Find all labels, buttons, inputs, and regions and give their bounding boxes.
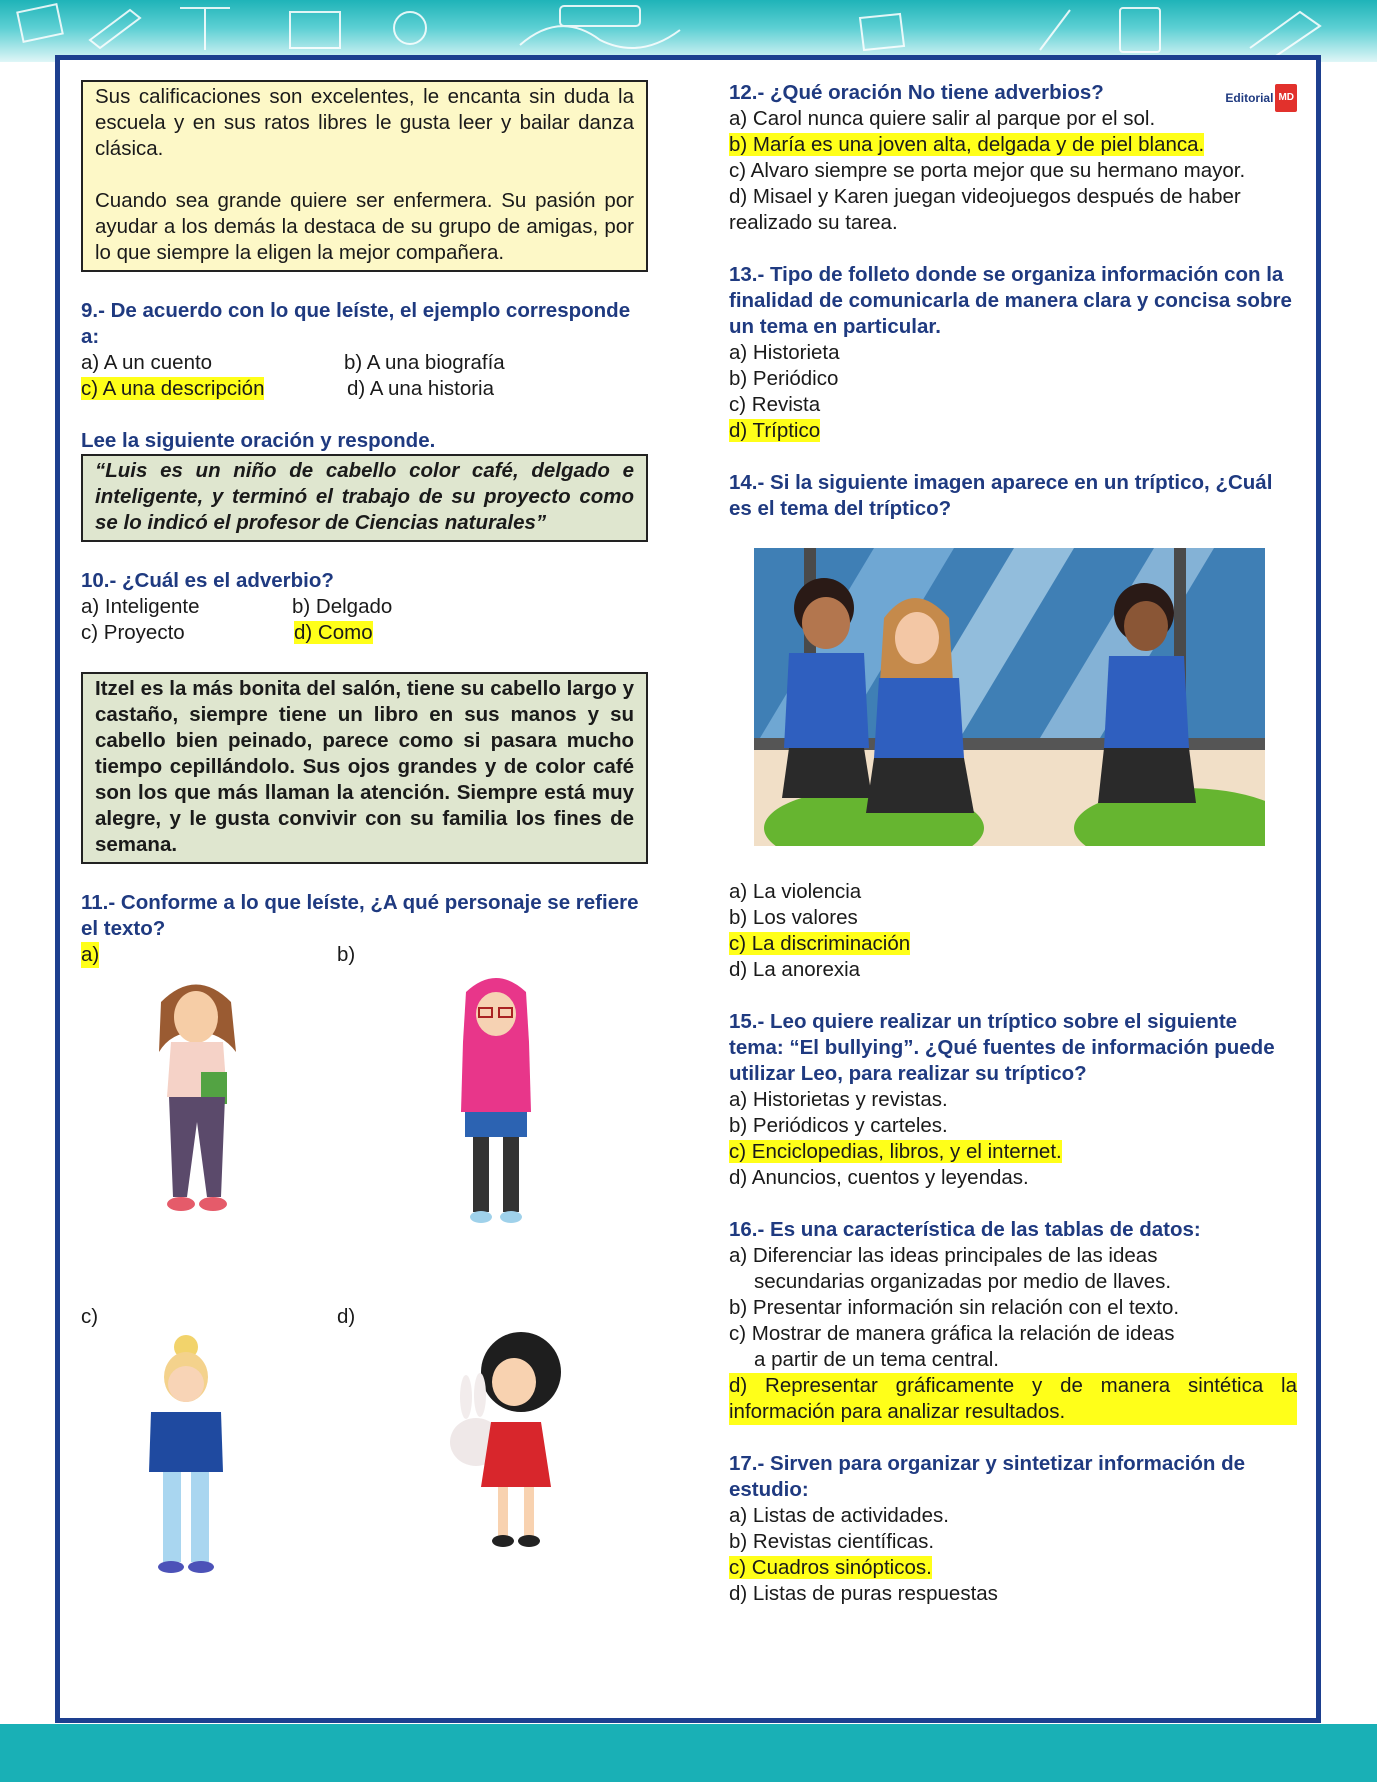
q15-option-a: a) Historietas y revistas. [729, 1088, 948, 1111]
q9-option-a: a) A un cuento [81, 351, 213, 374]
q10-option-c: c) Proyecto [81, 621, 185, 644]
logo-mark: MD [1275, 84, 1297, 112]
q12-option-a: a) Carol nunca quiere salir al parque por el sol. [729, 107, 1156, 130]
q10-option-b: b) Delgado [292, 595, 393, 618]
q12-option-b-answer: b) María es una joven alta, delgada y de piel blanca. [729, 133, 1205, 156]
question-12: 12.- ¿Qué oración No tiene adverbios? [729, 81, 1104, 104]
right-column [729, 80, 1297, 1607]
quote-box [81, 454, 648, 542]
q17-option-b: b) Revistas científicas. [729, 1530, 935, 1553]
question-13: 13.- Tipo de folleto donde se organiza información con la finalidad de comunicarla de manera clara y concisa sobre un tema en particular. [729, 263, 1292, 338]
header-decorative-band [0, 0, 1377, 62]
passage-1-paragraph-1: Sus calificaciones son excelentes, le encanta sin duda la escuela y en sus ratos libres le gusta leer y bailar danza clásica. [95, 85, 634, 160]
question-14: 14.- Si la siguiente imagen aparece en un tríptico, ¿Cuál es el tema del tríptico? [729, 471, 1273, 520]
character-options [81, 942, 648, 1572]
q13-option-c: c) Revista [729, 393, 821, 416]
q16-option-a-line2: secundarias organizadas por medio de llaves. [754, 1270, 1172, 1293]
q14-option-d: d) La anorexia [729, 958, 861, 981]
question-9: 9.- De acuerdo con lo que leíste, el ejemplo corresponde a: [81, 299, 631, 348]
footer-decorative-band [0, 1724, 1377, 1782]
q16-option-d-answer: d) Representar gráficamente y de manera sintética la información para analizar resultados. [729, 1374, 1297, 1423]
q16-option-c-line1: c) Mostrar de manera gráfica la relación de ideas [729, 1322, 1175, 1345]
passage-1-paragraph-2: Cuando sea grande quiere ser enfermera. Su pasión por ayudar a los demás la destaca de su grupo de amigas, por lo que siempre la eligen la mejor compañera. [95, 189, 634, 264]
blonde-girl-illustration [141, 1332, 231, 1582]
q14-option-b: b) Los valores [729, 906, 858, 929]
q13-option-a: a) Historieta [729, 341, 840, 364]
q14-option-a: a) La violencia [729, 880, 862, 903]
q15-option-c-answer: c) Enciclopedias, libros, y el internet. [729, 1140, 1062, 1163]
q13-option-b: b) Periódico [729, 367, 839, 390]
girl-with-rabbit-illustration [436, 1327, 586, 1557]
instruction-text: Lee la siguiente oración y responde. [81, 429, 436, 452]
left-column [81, 80, 648, 1572]
q16-option-c-line2: a partir de un tema central. [754, 1348, 999, 1371]
q16-option-a-line1: a) Diferenciar las ideas principales de las ideas [729, 1244, 1158, 1267]
q11-option-a-answer: a) [81, 943, 100, 966]
q11-option-d: d) [337, 1305, 356, 1328]
q17-option-a: a) Listas de actividades. [729, 1504, 949, 1527]
bullying-scene-illustration [754, 548, 1265, 846]
q9-option-b: b) A una biografía [344, 351, 505, 374]
q17-option-d: d) Listas de puras respuestas [729, 1582, 998, 1605]
question-16: 16.- Es una característica de las tablas de datos: [729, 1218, 1201, 1241]
q14-option-c-answer: c) La discriminación [729, 932, 911, 955]
logo-text: Editorial [1225, 91, 1274, 105]
q9-option-c-answer: c) A una descripción [81, 377, 265, 400]
q16-option-b: b) Presentar información sin relación con el texto. [729, 1296, 1180, 1319]
q11-option-b: b) [337, 943, 356, 966]
quote-text: “Luis es un niño de cabello color café, delgado e inteligente, y terminó el trabajo de su proyecto como se lo indicó el profesor de Ciencias naturales” [95, 459, 634, 534]
question-10: 10.- ¿Cuál es el adverbio? [81, 569, 334, 592]
reading-passage-1 [81, 80, 648, 272]
editorial-logo [1225, 84, 1297, 112]
q15-option-d: d) Anuncios, cuentos y leyendas. [729, 1166, 1029, 1189]
q10-option-a: a) Inteligente [81, 595, 200, 618]
q12-option-d: d) Misael y Karen juegan videojuegos después de haber realizado su tarea. [729, 185, 1241, 234]
q17-option-c-answer: c) Cuadros sinópticos. [729, 1556, 932, 1579]
q12-option-c: c) Alvaro siempre se porta mejor que su hermano mayor. [729, 159, 1246, 182]
q11-option-c: c) [81, 1305, 99, 1328]
girl-with-book-illustration [141, 972, 251, 1232]
reading-passage-2 [81, 672, 648, 864]
question-17: 17.- Sirven para organizar y sintetizar información de estudio: [729, 1452, 1246, 1501]
q10-option-d-answer: d) Como [294, 621, 373, 644]
school-doodles-icon [0, 0, 1377, 62]
q13-option-d-answer: d) Tríptico [729, 419, 821, 442]
girl-pink-hoodie-illustration [451, 972, 541, 1232]
question-15: 15.- Leo quiere realizar un tríptico sobre el siguiente tema: “El bullying”. ¿Qué fuentes de información puede utilizar Leo, para realizar su tríptico? [729, 1010, 1275, 1085]
question-11: 11.- Conforme a lo que leíste, ¿A qué personaje se refiere el texto? [81, 891, 639, 940]
q15-option-b: b) Periódicos y carteles. [729, 1114, 948, 1137]
passage-2-text: Itzel es la más bonita del salón, tiene su cabello largo y castaño, siempre tiene un libro en sus manos y su cabello bien peinado, parece como si pasara mucho tiempo cepillándolo. Sus ojos grandes y de color café son los que más llaman la atención. Siempre está muy alegre, y le gusta convivir con su familia los fines de semana. [95, 677, 634, 856]
q9-option-d: d) A una historia [347, 377, 495, 400]
